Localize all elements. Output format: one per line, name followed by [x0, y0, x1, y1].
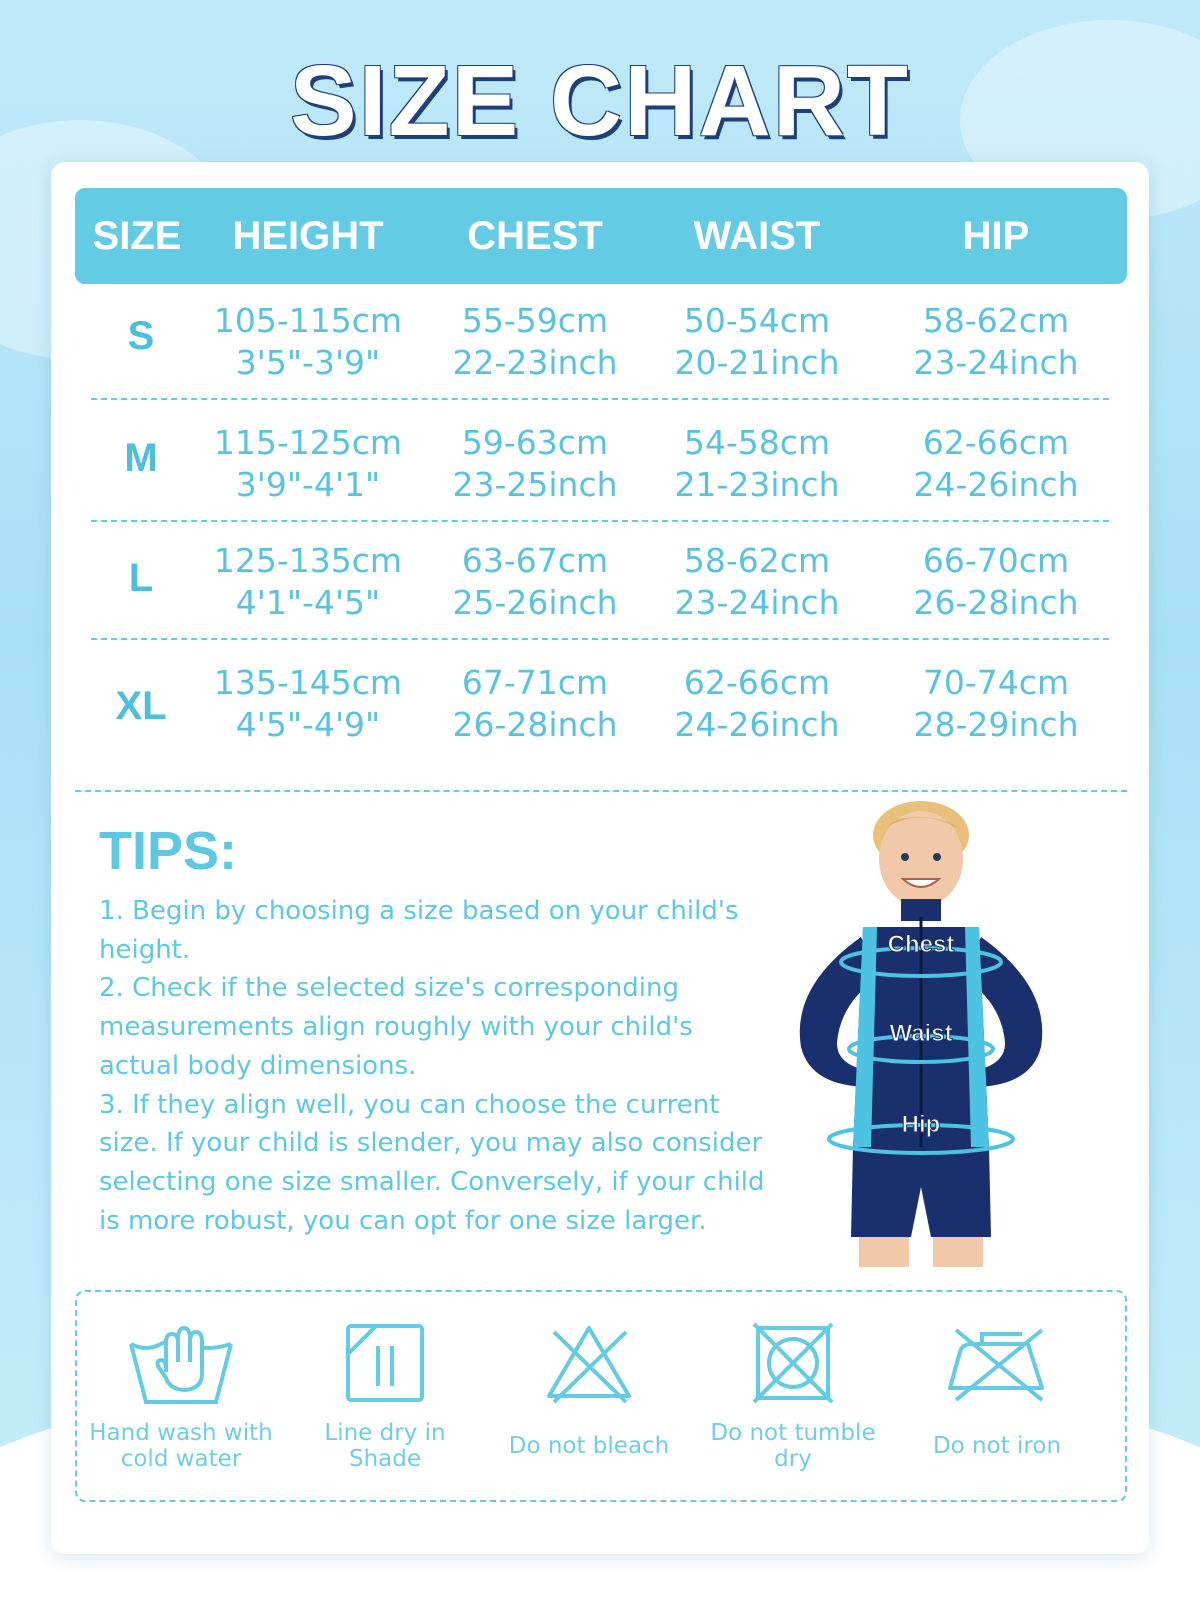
- no-tumble-dry-icon: [738, 1322, 848, 1406]
- size-label: XL: [115, 684, 167, 728]
- waist-inch: 23-24inch: [674, 583, 840, 622]
- waist-cell: [651, 662, 863, 746]
- waist-inch: 24-26inch: [674, 705, 840, 744]
- hip-inch: 28-29inch: [913, 705, 1079, 744]
- height-cell: [206, 422, 410, 506]
- size-chart-card: [51, 162, 1149, 1554]
- page-title: SIZE CHART: [290, 45, 910, 157]
- waist-label: Waist: [889, 1020, 953, 1047]
- care-no-iron: [897, 1322, 1097, 1459]
- waist-cell: [651, 300, 863, 384]
- height-cm: 105-115cm: [213, 301, 403, 340]
- no-bleach-icon: [534, 1322, 644, 1406]
- row-divider: [91, 520, 1109, 522]
- waist-cm: 62-66cm: [683, 663, 831, 702]
- height-cm: 125-135cm: [213, 541, 403, 580]
- care-hand-wash: [81, 1322, 281, 1472]
- size-label: L: [128, 556, 154, 600]
- child-eye: [901, 853, 909, 861]
- height-cm: 135-145cm: [213, 663, 403, 702]
- care-no-tumble-dry: [693, 1322, 893, 1472]
- hip-inch: 26-28inch: [913, 583, 1079, 622]
- waist-cell: [651, 422, 863, 506]
- chest-inch: 22-23inch: [452, 343, 618, 382]
- care-line-dry: [285, 1322, 485, 1472]
- chest-cell: [430, 662, 640, 746]
- height-ft: 4'5"-4'9": [235, 705, 381, 744]
- hip-cell: [881, 422, 1111, 506]
- waist-cm: 54-58cm: [683, 423, 831, 462]
- hip-cell: [881, 540, 1111, 624]
- tip-item: 1. Begin by choosing a size based on your child's height.: [99, 896, 739, 965]
- child-face: [879, 811, 963, 907]
- child-leg: [859, 1237, 909, 1267]
- table-row-s: [51, 284, 1149, 404]
- height-cell: [206, 540, 410, 624]
- chest-cm: 63-67cm: [461, 541, 609, 580]
- height-ft: 3'5"-3'9": [235, 343, 381, 382]
- child-eye: [933, 853, 941, 861]
- chest-inch: 25-26inch: [452, 583, 618, 622]
- hip-cm: 62-66cm: [922, 423, 1070, 462]
- hip-label: Hip: [901, 1111, 941, 1138]
- child-leg: [933, 1237, 983, 1267]
- hip-cell: [881, 300, 1111, 384]
- care-label: Hand wash with cold water: [89, 1420, 273, 1472]
- chest-cell: [430, 422, 640, 506]
- hip-inch: 23-24inch: [913, 343, 1079, 382]
- care-label: Do not tumble dry: [710, 1420, 876, 1472]
- care-instructions: [75, 1290, 1127, 1502]
- chest-inch: 26-28inch: [452, 705, 618, 744]
- tip-item: 3. If they align well, you can choose the current size. If your child is slender, you may also consider selecting one size smaller. Conversely, if your child is more robust, you can opt for one size larger.: [99, 1089, 765, 1236]
- hip-cell: [881, 662, 1111, 746]
- waist-inch: 20-21inch: [674, 343, 840, 382]
- table-row-l: [51, 526, 1149, 646]
- chest-cell: [430, 300, 640, 384]
- row-divider: [91, 638, 1109, 640]
- header-chest: CHEST: [467, 214, 603, 258]
- chest-cell: [430, 540, 640, 624]
- tips-title: TIPS:: [99, 821, 238, 881]
- care-label: Do not iron: [932, 1433, 1062, 1459]
- chest-label: Chest: [887, 931, 955, 958]
- table-header: [75, 188, 1127, 284]
- header-size: SIZE: [92, 214, 182, 258]
- brand-logo: Ikagin: [997, 934, 1024, 945]
- suit-shorts: [851, 1147, 991, 1237]
- no-iron-icon: [942, 1322, 1052, 1406]
- header-waist: WAIST: [693, 214, 821, 258]
- line-dry-shade-icon: [330, 1322, 440, 1406]
- chest-cm: 59-63cm: [461, 423, 609, 462]
- size-label: M: [124, 436, 158, 480]
- waist-cell: [651, 540, 863, 624]
- tips-list: [99, 892, 779, 1240]
- hip-inch: 24-26inch: [913, 465, 1079, 504]
- child-wetsuit-illustration: [751, 787, 1121, 1287]
- row-divider: [91, 398, 1109, 400]
- care-no-bleach: [489, 1322, 689, 1459]
- height-ft: 4'1"-4'5": [235, 583, 381, 622]
- height-cell: [206, 662, 410, 746]
- table-row-xl: [51, 648, 1149, 768]
- waist-cm: 50-54cm: [683, 301, 831, 340]
- tip-item: 2. Check if the selected size's corresponding measurements align roughly with your child's actual body dimensions.: [99, 973, 693, 1081]
- waist-inch: 21-23inch: [674, 465, 840, 504]
- chest-cm: 55-59cm: [461, 301, 609, 340]
- header-height: HEIGHT: [232, 214, 384, 258]
- hand-wash-icon: [126, 1322, 236, 1406]
- waist-cm: 58-62cm: [683, 541, 831, 580]
- care-label: Do not bleach: [508, 1433, 670, 1459]
- height-cm: 115-125cm: [213, 423, 403, 462]
- hip-cm: 58-62cm: [922, 301, 1070, 340]
- height-ft: 3'9"-4'1": [235, 465, 381, 504]
- chest-cm: 67-71cm: [461, 663, 609, 702]
- care-label: Line dry in Shade: [324, 1420, 446, 1472]
- header-hip: HIP: [962, 214, 1030, 258]
- chest-inch: 23-25inch: [452, 465, 618, 504]
- hip-cm: 66-70cm: [922, 541, 1070, 580]
- height-cell: [206, 300, 410, 384]
- table-row-m: [51, 406, 1149, 526]
- hip-cm: 70-74cm: [922, 663, 1070, 702]
- size-label: S: [127, 314, 155, 358]
